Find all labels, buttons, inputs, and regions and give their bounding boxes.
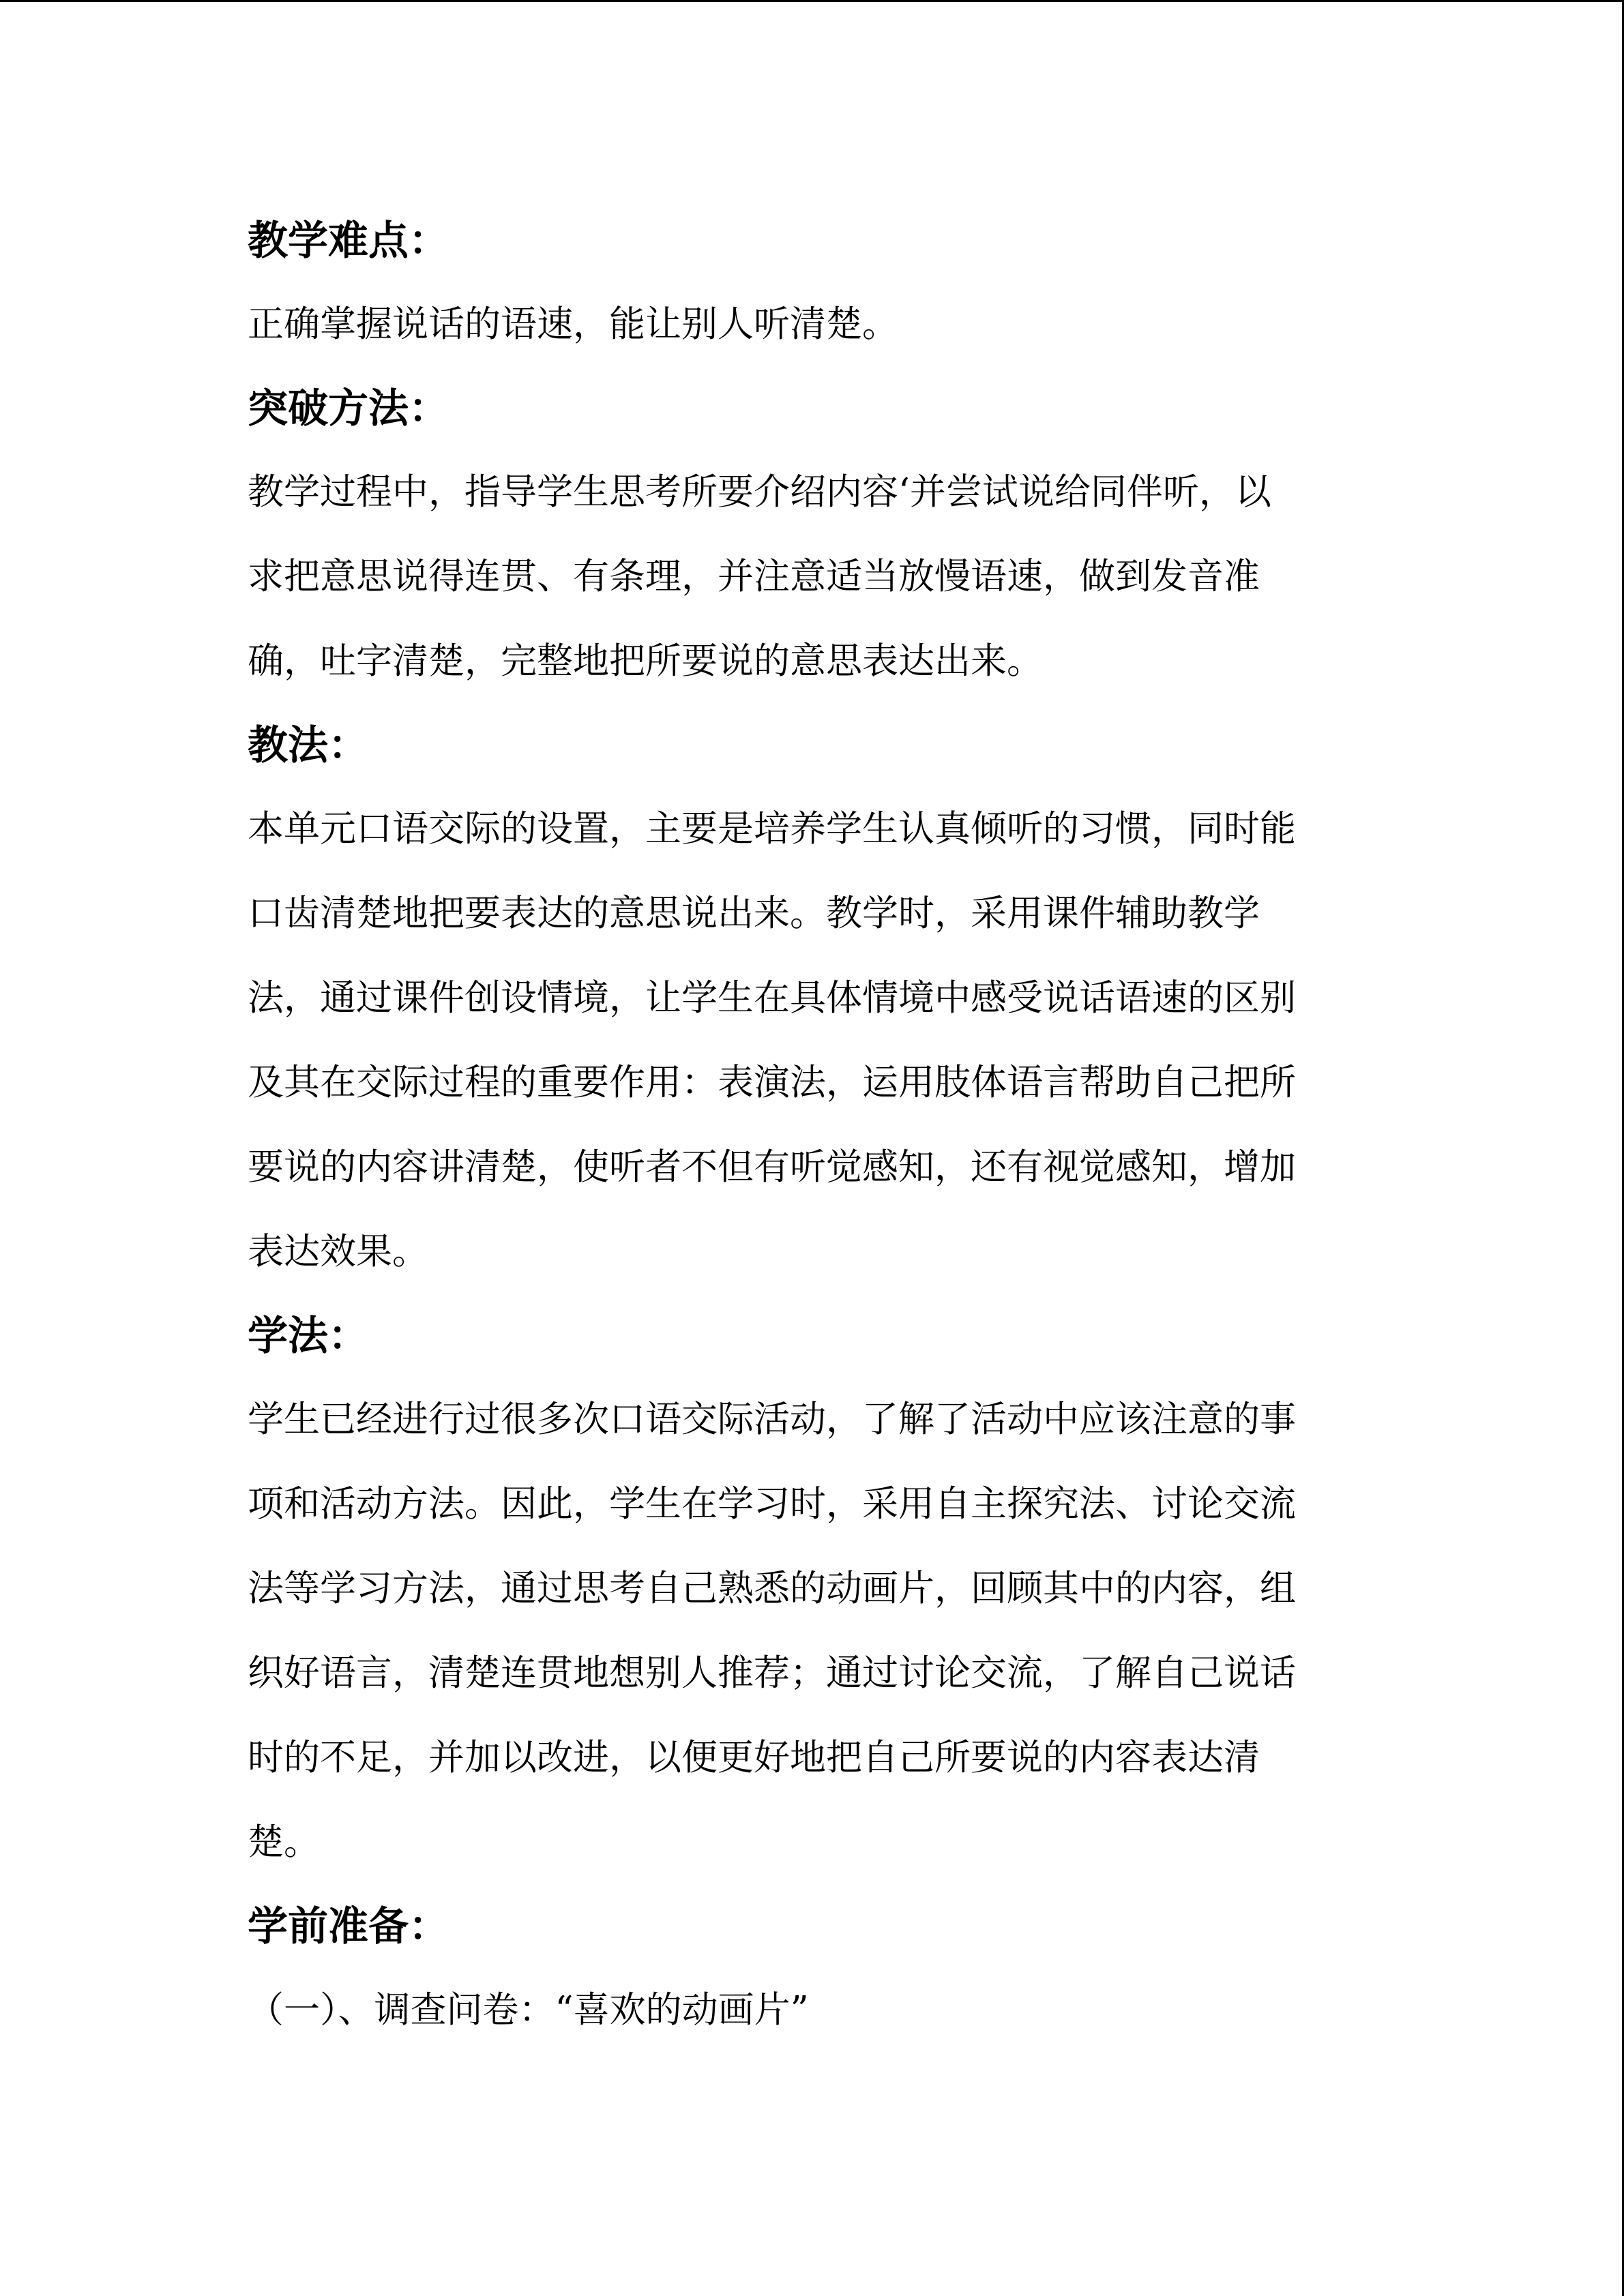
text-line: 正确掌握说话的语速，能让别人听清楚。 [248, 303, 898, 345]
section-text-breakthrough-method [248, 450, 1366, 704]
text-line: 教学过程中，指导学生思考所要介绍内容‘并尝试说给同伴听，以 [248, 471, 1271, 513]
section-text-learning-method [248, 1377, 1366, 1885]
text-line: 法，通过课件创设情境，让学生在具体情境中感受说话语速的区别 [248, 977, 1296, 1019]
text-line: 楚。 [248, 1821, 320, 1863]
section-heading-breakthrough-method: 突破方法： [248, 385, 449, 432]
text-line: 学生已经进行过很多次口语交际活动，了解了活动中应该注意的事 [248, 1399, 1296, 1440]
text-line: 求把意思说得连贯、有条理，并注意适当放慢语速，做到发音准 [248, 556, 1260, 597]
section-text-teaching-method [248, 787, 1366, 1294]
text-line: 表达效果。 [248, 1231, 428, 1272]
text-line: 要说的内容讲清楚，使听者不但有听觉感知，还有视觉感知，增加 [248, 1146, 1296, 1188]
text-line: 及其在交际过程的重要作用：表演法，运用肢体语言帮助自己把所 [248, 1062, 1296, 1103]
document-body [248, 199, 1366, 2053]
text-line: 时的不足，并加以改进，以便更好地把自己所要说的内容表达清 [248, 1737, 1260, 1778]
text-line: 确，吐字清楚，完整地把所要说的意思表达出来。 [248, 640, 1043, 682]
section-heading-teaching-method: 教法： [248, 721, 369, 769]
text-line: 口齿清楚地把要表达的意思说出来。教学时，采用课件辅助教学 [248, 893, 1260, 934]
section-text-teaching-difficulty [248, 282, 1366, 367]
preparation-item: （一）、调查问卷：“喜欢的动画片” [248, 1989, 809, 2031]
text-line: 织好语言，清楚连贯地想别人推荐；通过讨论交流，了解自己说话 [248, 1652, 1296, 1694]
section-heading-preparation: 学前准备： [248, 1903, 449, 1950]
section-heading-teaching-difficulty: 教学难点： [248, 217, 449, 264]
section-heading-learning-method: 学法： [248, 1312, 369, 1359]
text-line: 本单元口语交际的设置，主要是培养学生认真倾听的习惯，同时能 [248, 808, 1296, 850]
text-line: 法等学习方法，通过思考自己熟悉的动画片，回顾其中的内容，组 [248, 1568, 1296, 1609]
page-border-top [0, 0, 1624, 2]
text-line: 项和活动方法。因此，学生在学习时，采用自主探究法、讨论交流 [248, 1483, 1296, 1525]
